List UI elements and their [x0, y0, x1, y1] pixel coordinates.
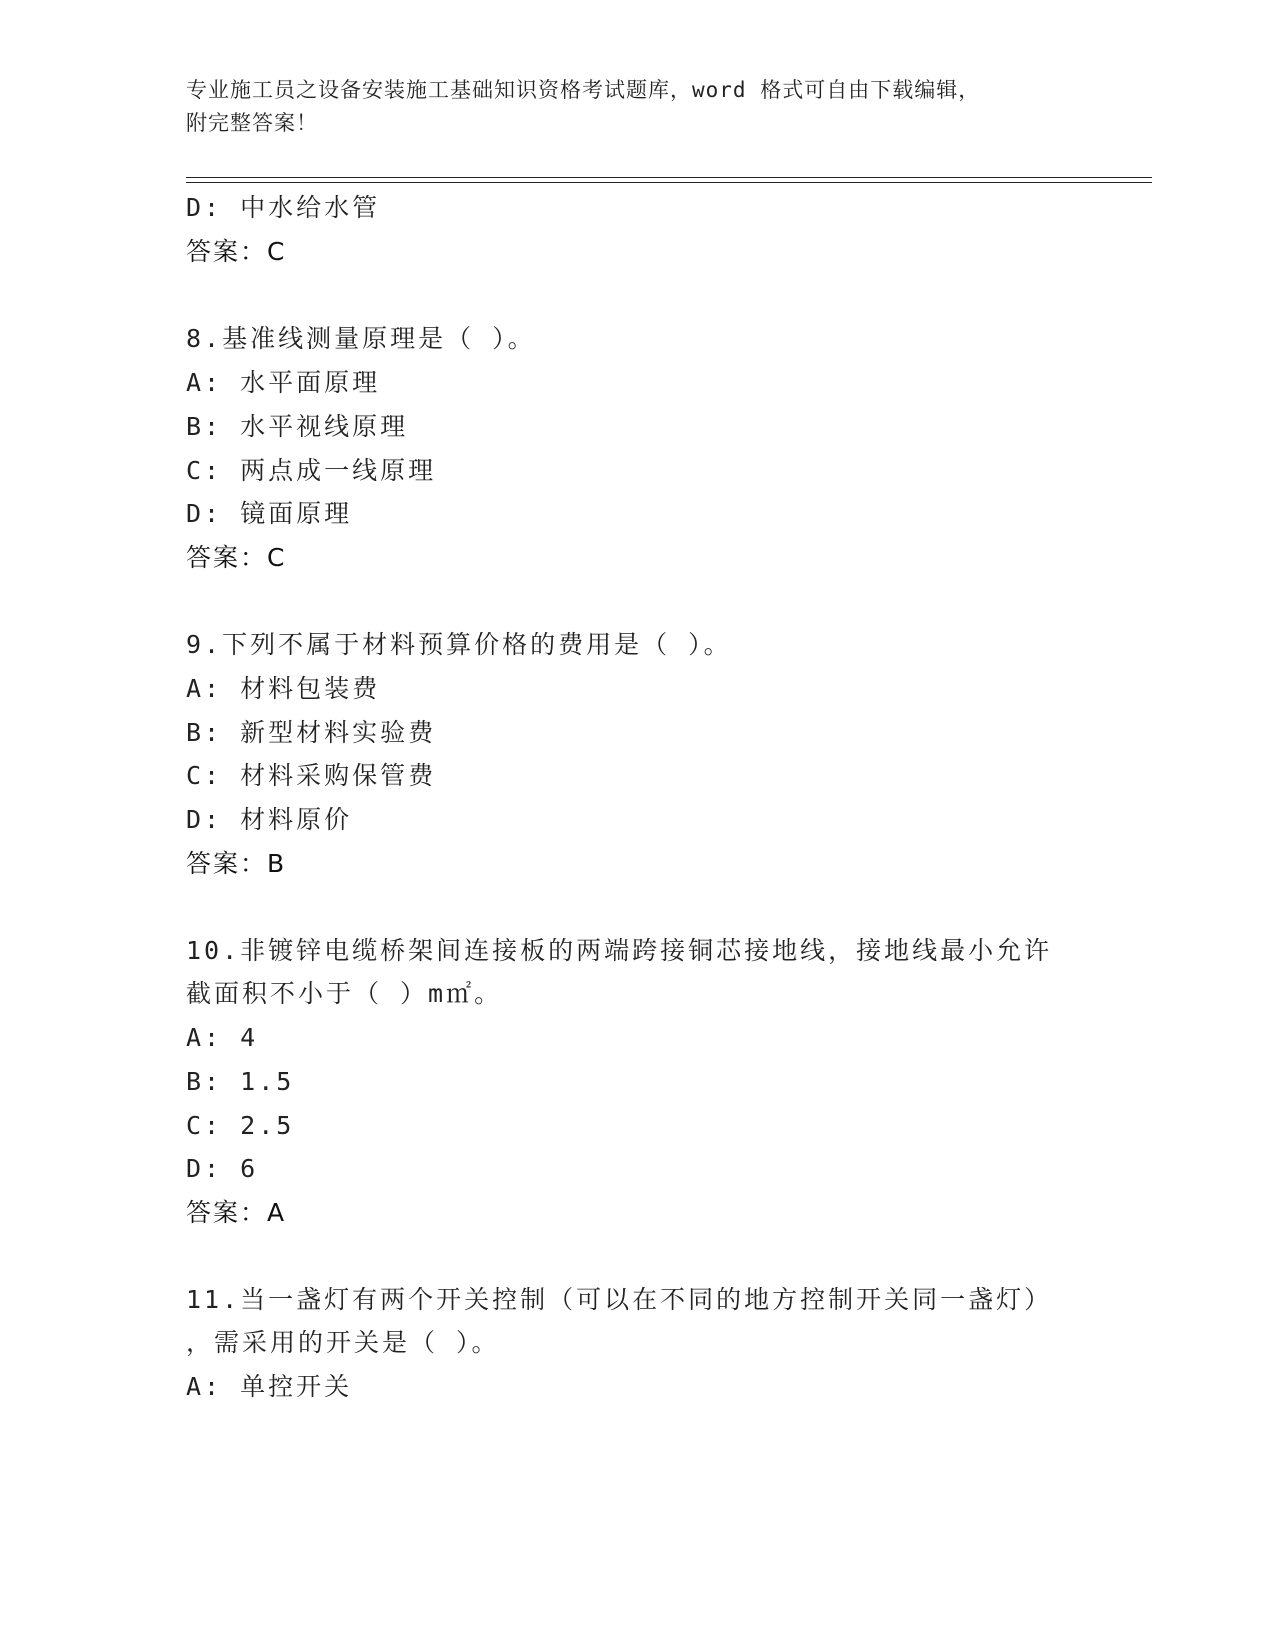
q9-option-d: D: 材料原价: [186, 805, 353, 834]
q9-answer: 答案：B: [186, 849, 287, 878]
q9-option-c: C: 材料采购保管费: [186, 761, 437, 790]
q7-option-d: D: 中水给水管: [186, 193, 381, 222]
q8-question: 8.基准线测量原理是（ ）。: [186, 324, 536, 353]
document-header: [186, 74, 1086, 140]
q8-option-b: B: 水平视线原理: [186, 412, 409, 441]
q10-option-c: C: 2.5: [186, 1111, 295, 1140]
q7-answer: 答案：C: [186, 237, 287, 266]
q8-answer: 答案：C: [186, 543, 287, 572]
q8-option-a: A: 水平面原理: [186, 368, 381, 397]
q10-option-b: B: 1.5: [186, 1067, 295, 1096]
q8-option-d: D: 镜面原理: [186, 499, 353, 528]
q11-question-line-2: ，需采用的开关是（ ）。: [186, 1328, 500, 1357]
q10-answer: 答案：A: [186, 1198, 287, 1227]
q9-option-a: A: 材料包装费: [186, 674, 381, 703]
q9-question: 9.下列不属于材料预算价格的费用是（ ）。: [186, 630, 732, 659]
q10-option-d: D: 6: [186, 1154, 259, 1183]
q11-question-line-1: 11.当一盏灯有两个开关控制（可以在不同的地方控制开关同一盏灯）: [186, 1285, 1053, 1314]
header-line-1: 专业施工员之设备安装施工基础知识资格考试题库，word 格式可自由下载编辑，: [186, 78, 981, 102]
q11-option-a: A: 单控开关: [186, 1372, 353, 1401]
q10-question-line-1: 10.非镀锌电缆桥架间连接板的两端跨接铜芯接地线，接地线最小允许: [186, 936, 1053, 965]
header-line-2: 附完整答案！: [186, 111, 318, 135]
header-divider-top: [186, 177, 1152, 178]
header-divider-bottom: [186, 182, 1152, 183]
q9-option-b: B: 新型材料实验费: [186, 718, 437, 747]
q8-option-c: C: 两点成一线原理: [186, 456, 437, 485]
q10-question-line-2: 截面积不小于（ ）m㎡。: [186, 979, 503, 1008]
q10-option-a: A: 4: [186, 1023, 259, 1052]
